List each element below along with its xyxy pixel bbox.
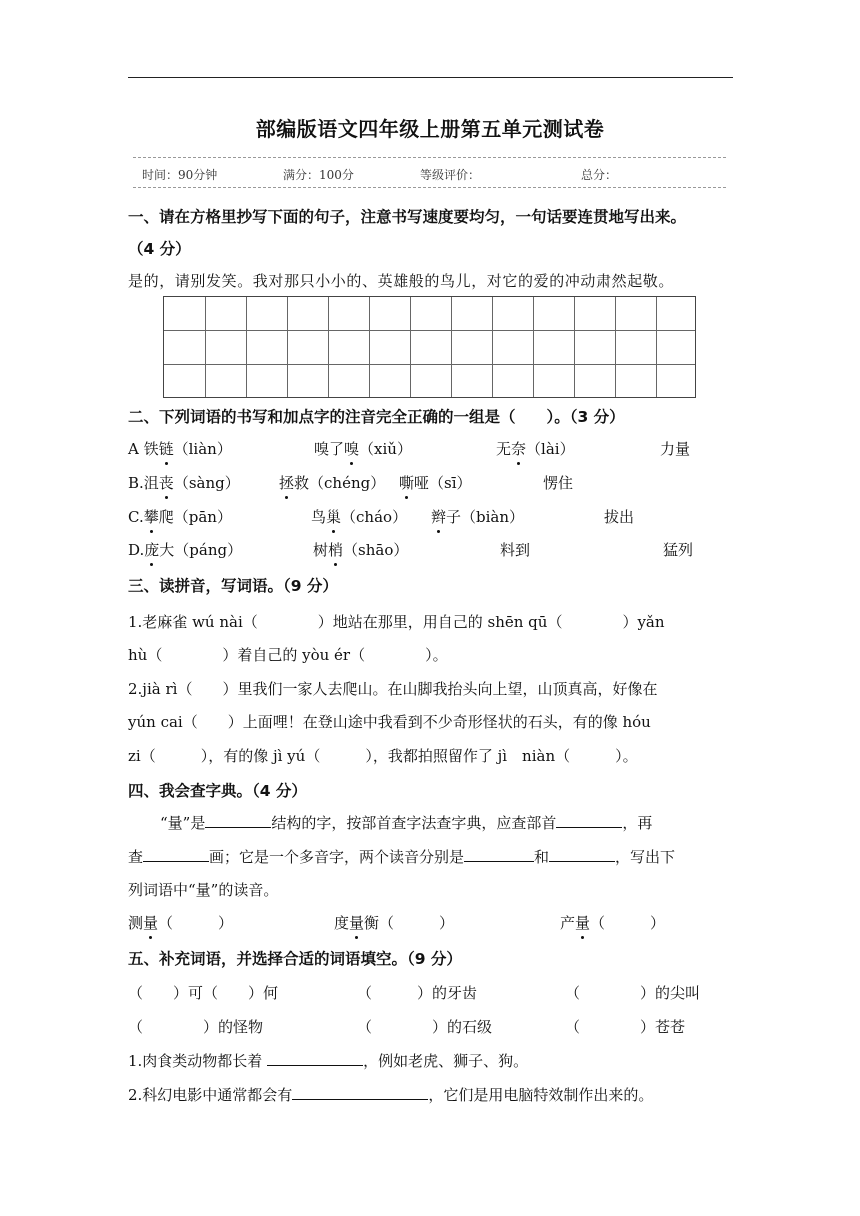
option-a-1: A 铁链（liàn） — [128, 440, 232, 458]
fill-word-2: （ ）的牙齿 — [357, 984, 478, 1002]
option-c-3: 辫子（biàn） — [431, 508, 525, 526]
blank-structure[interactable] — [205, 813, 271, 828]
section-1-heading: 一、请在方格里抄写下面的句子，注意书写速度要均匀，一句话要连贯地写出来。 — [128, 208, 687, 226]
word-duliangheng: 度量衡（ ） — [334, 914, 455, 932]
meta-score: 满分：100分 — [283, 168, 354, 182]
section-5-heading: 五、补充词语，并选择合适的词语填空。（9 分） — [128, 950, 462, 968]
option-b-1: B.沮丧（sàng） — [128, 474, 240, 492]
meta-divider-top — [133, 157, 726, 158]
dict-line-2: 查 画；它是一个多音字，两个读音分别是 和 ，写出下 — [128, 848, 676, 866]
meta-divider-bottom — [133, 187, 726, 188]
pinyin-line-3: 2.jià rì（ ）里我们一家人去爬山。在山脚我抬头向上望，山顶真高，好像在 — [128, 680, 658, 698]
option-d-3: 料到 — [500, 541, 531, 559]
option-b-3: 嘶哑（sī） — [399, 474, 472, 492]
option-a-4: 力量 — [660, 440, 691, 458]
section-4-heading: 四、我会查字典。（4 分） — [128, 782, 307, 800]
word-chanliang: 产量（ ） — [560, 914, 666, 932]
word-celiang: 测量（ ） — [128, 914, 234, 932]
blank-sentence-2[interactable] — [292, 1085, 428, 1100]
fill-word-6: （ ）苍苍 — [565, 1018, 686, 1036]
blank-strokes[interactable] — [143, 847, 209, 862]
page-title: 部编版语文四年级上册第五单元测试卷 — [255, 117, 605, 141]
blank-radical[interactable] — [556, 813, 622, 828]
blank-reading-2[interactable] — [549, 847, 615, 862]
dict-line-3: 列词语中“量”的读音。 — [128, 881, 279, 899]
fill-sentence-1: 1.肉食类动物都长着 ，例如老虎、狮子、狗。 — [128, 1052, 529, 1070]
option-d-2: 树梢（shāo） — [313, 541, 409, 559]
section-2-heading: 二、下列词语的书写和加点字的注音完全正确的一组是（ ）。（3 分） — [128, 408, 625, 426]
option-c-2: 鸟巢（cháo） — [311, 508, 408, 526]
fill-word-3: （ ）的尖叫 — [565, 984, 701, 1002]
pinyin-line-5: zi（ ），有的像 jì yú（ ），我都拍照留作了 jì niàn（ ）。 — [128, 747, 638, 765]
pinyin-line-2: hù（ ）着自己的 yòu ér（ ）。 — [128, 646, 448, 664]
option-a-3: 无奈（lài） — [496, 440, 575, 458]
meta-grade: 等级评价： — [420, 168, 481, 182]
fill-word-1: （ ）可（ ）何 — [128, 984, 279, 1002]
option-d-4: 猛列 — [663, 541, 694, 559]
section-1-points: （4 分） — [128, 240, 191, 258]
fill-word-5: （ ）的石级 — [357, 1018, 493, 1036]
option-d-1: D.庞大（páng） — [128, 541, 243, 559]
option-b-4: 愣住 — [543, 474, 574, 492]
option-c-1: C.攀爬（pān） — [128, 508, 232, 526]
pinyin-line-4: yún cai（ ）上面哩！在登山途中我看到不少奇形怪状的石头，有的像 hóu — [128, 713, 651, 731]
option-b-2: 拯救（chéng） — [279, 474, 386, 492]
meta-time: 时间：90分钟 — [142, 168, 218, 182]
fill-word-4: （ ）的怪物 — [128, 1018, 264, 1036]
fill-sentence-2: 2.科幻电影中通常都会有 ，它们是用电脑特效制作出来的。 — [128, 1086, 654, 1104]
option-c-4: 拔出 — [604, 508, 635, 526]
section-3-heading: 三、读拼音，写词语。（9 分） — [128, 577, 338, 595]
blank-reading-1[interactable] — [464, 847, 534, 862]
writing-grid[interactable] — [163, 296, 696, 398]
option-a-2: 嗅了嗅（xiǔ） — [314, 440, 412, 458]
pinyin-line-1: 1.老麻雀 wú nài（ ）地站在那里，用自己的 shēn qū（ ）yǎn — [128, 613, 665, 631]
meta-total: 总分： — [581, 168, 618, 182]
dict-line-1: “量”是 结构的字，按部首查字法查字典，应查部首 ，再 — [160, 814, 653, 832]
blank-sentence-1[interactable] — [267, 1051, 363, 1066]
header-rule — [128, 77, 733, 78]
copy-sentence: 是的，请别发笑。我对那只小小的、英雄般的鸟儿，对它的爱的冲动肃然起敬。 — [128, 272, 675, 290]
